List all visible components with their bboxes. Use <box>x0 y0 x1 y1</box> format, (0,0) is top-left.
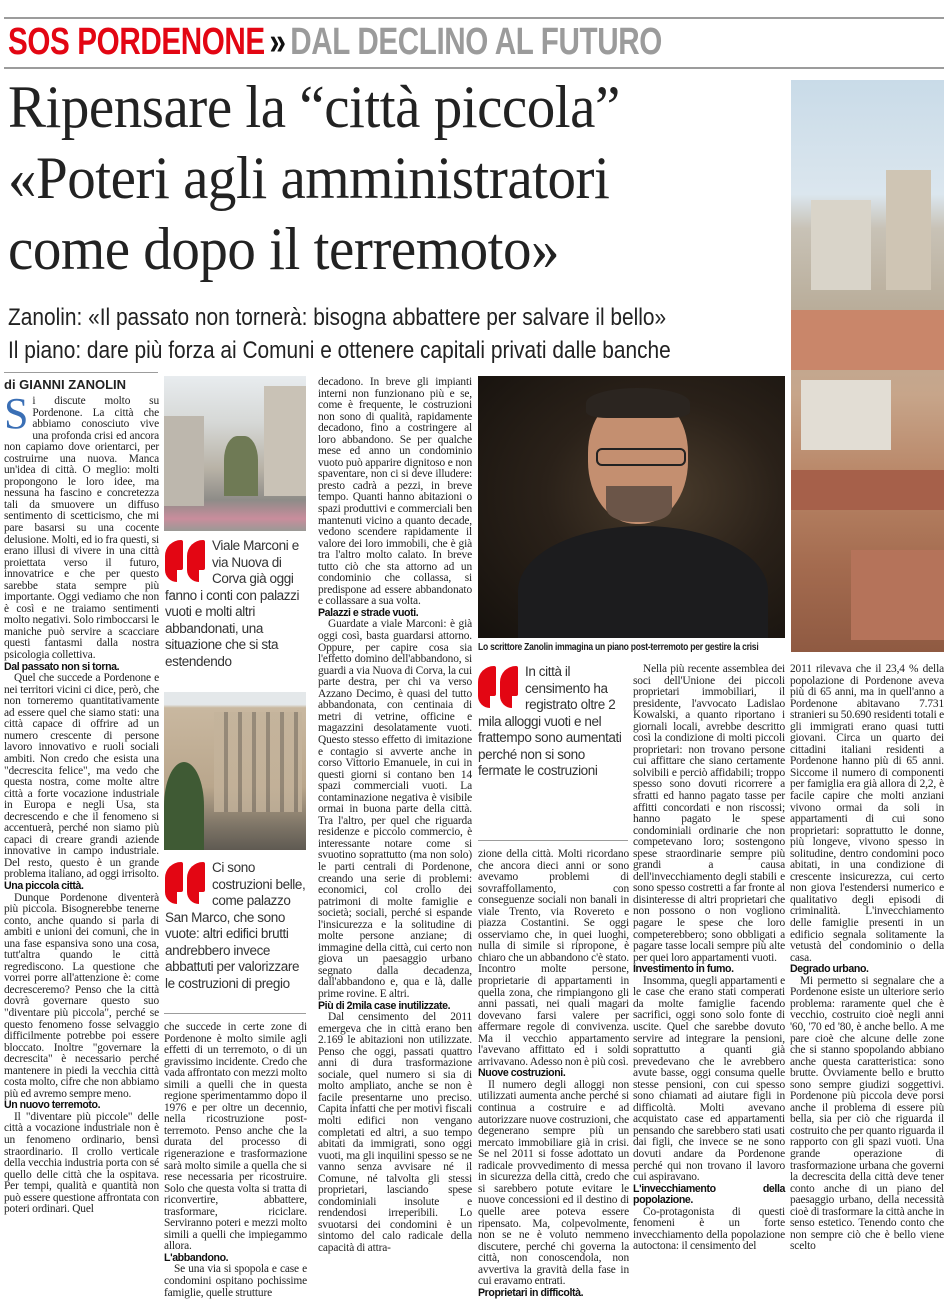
paragraph-text: i discute molto su Pordenone. La città che abbiamo conosciuto vive una profonda crisi ed ancora non capiamo dove orientarci, per costruirne una nuova. Manca un'idea di città. O meglio: molti propongono le loro idee, ma nessuna ha fascino e concretezza tali da smuovere un diffuso sentimento di scetticismo, che mi pare basarsi su una cocente delusione. Molti, ed io fra questi, si erano illusi di vivere in una città proiettata verso il futuro, innovatrice e che per questo sarebbe stata sempre più importante. Oggi vediamo che non è così e ne traiamo sentimenti molto negativi. Solo rimboccarsi le maniche può servire a scacciare questi fantasmi dalla nostra psicologia collettiva. <box>4 395 159 662</box>
paragraph <box>633 1207 785 1253</box>
header-top-rule <box>4 17 944 19</box>
subheadline-line-2: Il piano: dare più forza ai Comuni e ottenere capitali privati dalle banche <box>8 337 671 364</box>
photo-palazzo-san-marco <box>164 692 306 850</box>
paragraph <box>4 893 159 1101</box>
subheading: Un nuovo terremoto. <box>4 1099 101 1112</box>
paragraph <box>318 377 472 608</box>
paragraph <box>790 664 944 964</box>
quote-mark-icon <box>165 862 207 908</box>
article-column-5 <box>633 664 785 1253</box>
paragraph-text: 2011 rilevava che il 23,4 % della popolazione di Pordenone aveva più di 65 anni, ma in quell'anno a Pordenone abitavano 7.731 stranieri su 50.690 residenti totali e gli immigrati erano quasi tutti giovani. Circa un quarto dei cittadini italiani residenti a Pordenone hanno più di 65 anni. Siccome il numero di componenti per famiglia era già allora di 2,2, è facile capire che molti anziani vivono ormai da soli in appartamenti di cui sono proprietari: soprattutto le donne, più longeve, vivono spesso in solitudine, dentro condomini poco abitati, in una condizione di crescente insicurezza, cui certo non giova l'estendersi numerico e qualitativo degli episodi di criminalità. L'invecchiamento delle famiglie presenti in un edificio segnala solitamente la vetustà del condominio o della casa. <box>790 663 944 964</box>
article-column-1 <box>4 389 159 1216</box>
paragraph-text: Co-protagonista di questi fenomeni è un forte invecchiamento della popolazione autoctona: il censimento del <box>633 1205 785 1253</box>
section-name: SOS PORDENONE <box>8 21 265 63</box>
quote-mark-icon <box>478 666 520 712</box>
paragraph-text: Guardate a viale Marconi: è già oggi così, basta guardarsi attorno. Oppure, per capire cosa sia l'effetto domino dell'abbandono, si guardi a via Nuova di Corva, la cui parte destra, per chi va verso Azzano Decimo, è quasi del tutto abbandonata, con centinaia di metri di vetrine, officine e magazzini desolatamente vuoti. Questo stesso effetto di imitazione e contagio si avverte anche in corso Vittorio Emanuele, in cui in questi giorni si contano ben 14 spazi commerciali vuoti. La contaminazione negativa è visibile ormai in buona parte della città. Tra l'altro, per quel che riguarda residenze e piccolo commercio, è interessante notare come si svuotino soprattutto (ma non solo) le parti centrali di Pordenone, creando una serie di problemi: economici, col crollo dei patrimoni di molte famiglie e società; sociali, perché si espande l'insicurezza e la solitudine di molte persone anziane; di immagine della città, cui certo non giova un paesaggio urbano segnato dalla decadenza, dall'abbandono e, qua e là, dalle prime rovine. E altri. <box>318 618 472 1000</box>
paragraph <box>478 1080 629 1288</box>
chevron-separator-icon: » <box>269 21 286 63</box>
paragraph <box>790 976 944 1253</box>
pull-quote-3 <box>478 664 628 780</box>
subheading: Nuove costruzioni. <box>478 1067 566 1080</box>
subheading: Palazzi e strade vuoti. <box>318 606 419 619</box>
subheading: Dal passato non si torna. <box>4 660 120 673</box>
paragraph <box>318 619 472 1000</box>
paragraph <box>478 849 629 1068</box>
subheading: L'invecchiamento della popolazione. <box>633 1182 785 1207</box>
paragraph-text: Il "diventare più piccole" delle città a vocazione industriale non è un fenomeno ordinario, bensì straordinario. Il crollo verticale della vecchia industria porta con sé quello delle città che la ospitava. Per tempi, qualità e quantità non può essere questione affrontata con poteri ordinari. Quel <box>4 1110 159 1216</box>
paragraph-text: Il numero degli alloggi non utilizzati aumenta anche perché si continua a costruire e ad autorizzare nuove costruzioni, che degenerano sempre più un mercato immobiliare già in crisi. Se nel 2011 si fosse adottato un radicale provvedimento di messa in sicurezza della città, credo che si sarebbero potute evitare le nuove concessioni ed il destino di quelle aree poteva essere ripensato. Ma, colpevolmente, non se ne è voluto nemmeno discutere, perché chi governa la città, non conoscendola, non avvertiva la gravità della fase in cui eravamo entrati. <box>478 1078 629 1288</box>
paragraph-text: Insomma, quegli appartamenti e le case che erano stati comperati da molte famiglie facendo sacrifici, oggi sono solo fonte di uscite. Quel che sarebbe dovuto servire ad integrare la pensioni, soprattutto a quanti già prevedevano che le avrebbero avute basse, oggi consuma quelle stesse pensioni, con cui spesso sono chiamati ad aiutare figli in difficoltà. Molti avevano acquistato case ed appartamenti pensando che sarebbero stati usati dai figli, che invece se ne sono dovuti andare da Pordenone perché qui non trovano il lavoro cui aspiravano. <box>633 974 785 1184</box>
column-rule <box>164 1013 306 1014</box>
section-topic: DAL DECLINO AL FUTURO <box>290 21 662 63</box>
byline-rule <box>4 372 158 373</box>
paragraph-text: Dunque Pordenone diventerà più piccola. Bisognerebbe tenerne conto, anche quando si parla di ambiti e unioni dei comuni, che in una fase espansiva sono una cosa, tutt'altra quando le città regrediscono. La questione che vorrei porre all'attenzione è: come decresceremo? Penso che la città dovrà governare questo suo "diventare più piccola", perché se questo fenomeno fosse selvaggio difficilmente potrebbe poi essere bloccato. Inoltre "governare la decrescita" è necessario perché mantenere in piedi la vecchia città costa molto, cifre che non abbiamo più ed avremo sempre meno. <box>4 891 159 1100</box>
paragraph <box>633 976 785 1184</box>
article-column-2 <box>164 1022 307 1299</box>
subheading: Investimento in fumo. <box>633 963 734 976</box>
paragraph <box>164 1022 307 1253</box>
pull-quote-1 <box>165 538 307 670</box>
subheading: Più di 2mila case inutilizzate. <box>318 999 451 1012</box>
paragraph <box>164 1264 307 1299</box>
headline-line-2: «Poteri agli amministratori <box>8 145 610 211</box>
article-column-4 <box>478 849 629 1299</box>
paragraph-text: Mi permetto si segnalare che a Pordenone esiste un ulteriore serio problema: raramente quel che è vecchio, costruito cioè negli anni '60, '70 ed '80, è anche bello. A me pare cioè che alcune delle zone che si stanno spopolando abbiano anche questa caratteristica: sono brutte. Ovviamente bello e brutto sono sempre giudizi soggettivi. Pordenone più piccola deve porsi anche il problema di essere più bella, sia per ciò che riguarda il costruito che per quanto riguarda il rapporto con gli spazi vuoti. Una grande operazione di trasformazione urbana che governi la decrescita della città deve tener conto anche di un piano del paesaggio urbano, della necessità cioè di trasformare la città anche in senso estetico. Tenendo conto che non sempre ciò che è bello viene scelto <box>790 974 944 1253</box>
paragraph <box>4 1112 159 1216</box>
pull-quote-2 <box>165 860 307 992</box>
paragraph-text: Se una via si spopola e case e condomini ospitano pochissime famiglie, quelle strutture <box>164 1263 307 1299</box>
paragraph <box>4 673 159 881</box>
quote-mark-icon <box>165 540 207 586</box>
paragraph-text: Quel che succede a Pordenone e nei territori vicini ci dice, però, che non torneremo quantitativamente ad essere quel che siamo stati: una città capace di offrire ad un numero crescente di persone lavoro innovativo e ruoli sociali ambiti. Non credo che esista una "decrescita felice", ma vedo che questa nostra, come molte altre città a forte vocazione industriale in Europa e negli Usa, sta decrescendo e che il fenomeno si accentuerà, perché non siamo più capaci di creare grandi aziende innovative in campo industriale. Del resto, questo è un grande problema italiano, ad oggi irrisolto. <box>4 672 159 881</box>
photo-viale-marconi <box>164 376 306 531</box>
paragraph <box>4 389 159 662</box>
photo-author-portrait <box>478 376 785 638</box>
column-rule <box>478 840 628 841</box>
article-column-6 <box>790 664 944 1253</box>
paragraph-text: Nella più recente assemblea dei soci dell'Unione dei piccoli proprietari immobiliari, il presidente, l'avvocato Ladislao Kowalski, a quanto riportano i giornali locali, avrebbe descritto così la condizione di molti piccoli proprietari: non trovano persone cui affittare che siano certamente solvibili e perciò affidabili; troppo spesso sono dovuti ricorrere a sfratti ed hanno pagato tasse per affitti concordati e non riscossi; hanno pagato le spese condominiali ordinarie che non competevano loro; sostengono spese straordinarie sempre più grandi a causa dell'invecchiamento degli stabili e sono spesso costretti a far fronte al disinteresse di altri proprietari che non possono o non vogliono pagare le spese che loro competerebbero; sono obbligati a pagare tasse locali sempre più alte per quei loro appartamenti vuoti. <box>633 663 785 964</box>
paragraph-text: Dal censimento del 2011 emergeva che in città erano ben 2.169 le abitazioni non utilizzate. Penso che oggi, passati quattro anni di dura trasformazione sociale, quel numero si sia di molto ampliato, anche se non è facile presentarne uno preciso. Capita infatti che per motivi fiscali molti edifici non vengano completati ed altri, a suo tempo abitati da immigrati, sono oggi vuoti, ma gli inquilini spesso se ne vanno senza avvisare né il Comune, né talvolta gli stessi proprietari, lasciando spese condominiali insolute e rendendosi irreperibili. Lo svuotarsi dei condomini è un sintomo del calo radicale della capacità di attra- <box>318 1011 472 1255</box>
byline: di GIANNI ZANOLIN <box>4 377 127 392</box>
photo-city-rooftops <box>791 80 944 652</box>
subheading: Una piccola città. <box>4 879 84 892</box>
paragraph-text: zione della città. Molti ricordano che ancora dieci anni or sono avevamo problemi di sovraffollamento, con conseguenze sociali non banali in viale Trento, via Rovereto e piazza Costantini. Se oggi osserviamo che, in quei luoghi, nulla di simile si ripropone, è chiaro che un abbandono c'è stato. Incontro molte persone, proprietarie di appartamenti in quella zona, che rimpiangono gli anni passati, nei quali magari dovevano farsi valere per affermare regole di convivenza. Ma il vecchio appartamento l'avevano affittato ed i soldi arrivavano. Adesso non è più così. <box>478 848 629 1068</box>
drop-cap: S <box>4 389 29 438</box>
article-column-3 <box>318 377 472 1255</box>
paragraph-text: che succede in certe zone di Pordenone è molto simile agli effetti di un terremoto, o di un gravissimo incidente. Credo che vada affrontato con mezzi molto simili a quelli che in questa regione sperimentammo dopo il 1976 e per oltre un decennio, nella ricostruzione post-terremoto. Penso anche che la durata del processo di rigenerazione e trasformazione sarà molto simile a quella che si rese necessaria per ricostruire. Solo che questa volta si tratta di riconvertire, abbattere, trasformare, riciclare. Serviranno poteri e mezzi molto simili a quelli che impiegammo allora. <box>164 1021 307 1253</box>
pull-quote-text: Ci sono costruzioni belle, come palazzo San Marco, che sono vuote: altri edifici brutti andrebbero invece abbattuti per valorizzare le costruzioni di pregio <box>165 860 306 991</box>
subheading: L'abbandono. <box>164 1251 229 1264</box>
photo-caption: Lo scrittore Zanolin immagina un piano post-terremoto per gestire la crisi <box>478 642 759 653</box>
subheading: Proprietari in difficoltà. <box>478 1286 584 1299</box>
pull-quote-text: Viale Marconi e via Nuova di Corva già oggi fanno i conti con palazzi vuoti e molti altri abbandonati, una situazione che si sta estendendo <box>165 538 300 669</box>
headline-line-1: Ripensare la “città piccola” <box>8 74 620 140</box>
paragraph <box>633 664 785 964</box>
headline-line-3: come dopo il terremoto» <box>8 216 560 282</box>
subheading: Degrado urbano. <box>790 963 869 976</box>
header-bottom-rule <box>4 67 944 69</box>
subheadline-line-1: Zanolin: «Il passato non tornerà: bisogna abbattere per salvare il bello» <box>8 304 667 331</box>
paragraph <box>318 1012 472 1254</box>
paragraph-text: decadono. In breve gli impianti interni non funzionano più e se, come è frequente, le costruzioni non sono di qualità, rapidamente decadono, fino a costringere al loro abbandono. Se per qualche mese ed anno un condominio vuoto può apparire dignitoso e non spaventare, non ci si deve illudere: presto cadrà a pezzi, in breve tempo. Quanti hanno abitazioni o spazi produttivi e commerciali ben mantenuti vicino a quanto decade, vedono scendere rapidamente il valore dei loro immobili, che è già tra l'altro molto calato. In breve tutto ciò che sta attorno ad un condominio che collassa, si predispone ad essere abbandonato e collassare a sua volta. <box>318 376 472 608</box>
section-kicker <box>8 22 662 62</box>
pull-quote-text: In città il censimento ha registrato oltre 2 mila alloggi vuoti e nel frattempo sono aumentati perché non si sono fermate le costruzioni <box>478 664 622 778</box>
